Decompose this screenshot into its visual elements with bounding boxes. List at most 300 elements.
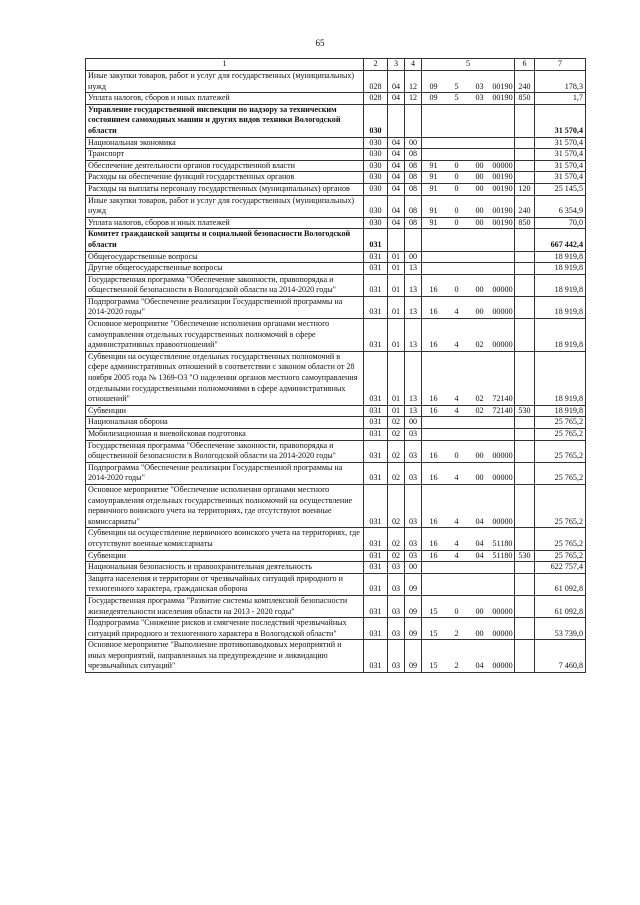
row-subsection-code: 13 <box>405 405 422 417</box>
target-article-part: 09 <box>429 93 438 103</box>
target-article-part: 51180 <box>492 538 513 548</box>
row-amount: 61 092,8 <box>535 595 586 617</box>
header-col-7: 7 <box>535 59 586 71</box>
target-article-part: 03 <box>475 81 484 91</box>
row-expense-type <box>515 484 535 527</box>
target-article-parts <box>422 551 514 562</box>
row-subsection-code: 03 <box>405 484 422 527</box>
row-subsection-code: 12 <box>405 71 422 93</box>
row-subsection-code: 03 <box>405 528 422 550</box>
row-name: Комитет гражданской защиты и социальной безопасности Вологодской области <box>86 229 364 251</box>
row-target-article <box>422 263 515 275</box>
target-article-part: 0 <box>454 160 459 170</box>
row-name: Государственная программа "Обеспечение законности, правопорядка и общественной безопасности в Вологодской области на 2014-2020 годы" <box>86 274 364 296</box>
row-target-article <box>422 417 515 429</box>
table-row <box>86 405 586 417</box>
target-article-part: 00 <box>475 172 484 182</box>
row-name: Иные закупки товаров, работ и услуг для государственных (муниципальных) нужд <box>86 195 364 217</box>
row-target-article <box>422 595 515 617</box>
target-article-part: 15 <box>429 606 438 616</box>
target-article-part: 0 <box>454 206 459 216</box>
target-article-parts <box>422 340 514 351</box>
row-amount: 25 765,2 <box>535 550 586 562</box>
target-article-part: 00190 <box>492 81 513 91</box>
row-subsection-code: 00 <box>405 417 422 429</box>
target-article-parts <box>422 206 514 217</box>
row-expense-type: 530 <box>515 405 535 417</box>
row-subsection-code: 09 <box>405 618 422 640</box>
row-ministry-code: 031 <box>364 550 388 562</box>
target-article-part: 91 <box>429 172 438 182</box>
row-name: Защита населения и территории от чрезвычайных ситуаций природного и техногенного характера, гражданская оборона <box>86 573 364 595</box>
target-article-part: 16 <box>429 285 438 295</box>
target-article-parts <box>422 451 514 462</box>
row-subsection-code: 03 <box>405 429 422 441</box>
target-article-part: 04 <box>475 538 484 548</box>
table-row <box>86 462 586 484</box>
row-target-article <box>422 351 515 405</box>
target-article-part: 00000 <box>492 473 513 483</box>
row-expense-type <box>515 573 535 595</box>
target-article-part: 4 <box>454 405 459 415</box>
target-article-parts <box>422 517 514 528</box>
row-amount: 31 570,4 <box>535 172 586 184</box>
row-section-code: 03 <box>388 595 405 617</box>
row-expense-type <box>515 229 535 251</box>
table-row <box>86 229 586 251</box>
row-section-code: 03 <box>388 562 405 574</box>
target-article-part: 16 <box>429 473 438 483</box>
target-article-part: 15 <box>429 661 438 671</box>
row-name: Субвенции на осуществление отдельных государственных полномочий в сфере административных отношений в соответствии с законом области от 28 ноября 2005 года № 1369-ОЗ "О наделении органов местного самоуправления отдельными государственными полномочиями в сфере административных отношений" <box>86 351 364 405</box>
row-subsection-code <box>405 104 422 137</box>
target-article-parts <box>422 661 514 672</box>
row-ministry-code: 031 <box>364 417 388 429</box>
row-expense-type: 850 <box>515 93 535 105</box>
table-row <box>86 417 586 429</box>
row-section-code: 01 <box>388 405 405 417</box>
row-section-code: 04 <box>388 160 405 172</box>
row-name: Подпрограмма "Обеспечение реализации Государственной программы на 2014-2020 годы" <box>86 462 364 484</box>
target-article-part: 4 <box>454 550 459 560</box>
row-subsection-code: 13 <box>405 319 422 352</box>
row-ministry-code: 030 <box>364 149 388 161</box>
row-target-article <box>422 183 515 195</box>
row-target-article <box>422 137 515 149</box>
row-ministry-code: 031 <box>364 405 388 417</box>
table-row <box>86 618 586 640</box>
row-section-code: 02 <box>388 484 405 527</box>
row-ministry-code: 030 <box>364 160 388 172</box>
table-row <box>86 104 586 137</box>
row-target-article <box>422 251 515 263</box>
row-ministry-code: 031 <box>364 440 388 462</box>
row-ministry-code: 030 <box>364 195 388 217</box>
row-name: Подпрограмма "Снижение рисков и смягчение последствий чрезвычайных ситуаций природного и техногенного характера в Вологодской области" <box>86 618 364 640</box>
row-name: Субвенции <box>86 405 364 417</box>
target-article-part: 16 <box>429 405 438 415</box>
target-article-part: 16 <box>429 451 438 461</box>
row-name: Государственная программа "Обеспечение законности, правопорядка и общественной безопасности в Вологодской области на 2014-2020 годы" <box>86 440 364 462</box>
row-subsection-code: 09 <box>405 595 422 617</box>
table-row <box>86 274 586 296</box>
target-article-part: 00 <box>475 217 484 227</box>
table-row <box>86 296 586 318</box>
target-article-part: 00 <box>475 183 484 193</box>
target-article-part: 0 <box>454 217 459 227</box>
header-col-6: 6 <box>515 59 535 71</box>
target-article-part: 04 <box>475 516 484 526</box>
row-section-code: 04 <box>388 195 405 217</box>
row-section-code: 02 <box>388 417 405 429</box>
target-article-parts <box>422 184 514 195</box>
target-article-part: 4 <box>454 538 459 548</box>
row-amount: 25 765,2 <box>535 462 586 484</box>
table-row <box>86 429 586 441</box>
row-expense-type <box>515 319 535 352</box>
target-article-part: 16 <box>429 340 438 350</box>
row-section-code: 02 <box>388 429 405 441</box>
row-target-article <box>422 229 515 251</box>
row-name: Национальная экономика <box>86 137 364 149</box>
row-expense-type <box>515 160 535 172</box>
table-row <box>86 351 586 405</box>
row-amount: 70,0 <box>535 217 586 229</box>
row-expense-type <box>515 562 535 574</box>
row-name: Субвенции на осуществление первичного воинского учета на территориях, где отсутствуют военные комиссариаты <box>86 528 364 550</box>
row-subsection-code: 03 <box>405 462 422 484</box>
row-section-code: 01 <box>388 274 405 296</box>
row-section-code: 04 <box>388 149 405 161</box>
row-subsection-code <box>405 229 422 251</box>
row-target-article <box>422 550 515 562</box>
row-subsection-code: 13 <box>405 274 422 296</box>
row-name: Уплата налогов, сборов и иных платежей <box>86 217 364 229</box>
row-target-article <box>422 462 515 484</box>
target-article-part: 16 <box>429 394 438 404</box>
table-row <box>86 263 586 275</box>
row-expense-type <box>515 417 535 429</box>
target-article-part: 00190 <box>492 217 513 227</box>
row-section-code <box>388 229 405 251</box>
row-section-code: 01 <box>388 296 405 318</box>
row-section-code: 01 <box>388 351 405 405</box>
row-target-article <box>422 562 515 574</box>
target-article-part: 16 <box>429 516 438 526</box>
row-target-article <box>422 71 515 93</box>
row-name: Национальная безопасность и правоохранительная деятельность <box>86 562 364 574</box>
row-ministry-code: 031 <box>364 229 388 251</box>
target-article-part: 00 <box>475 606 484 616</box>
target-article-parts <box>422 539 514 550</box>
target-article-part: 91 <box>429 160 438 170</box>
row-ministry-code: 031 <box>364 296 388 318</box>
table-row <box>86 137 586 149</box>
target-article-part: 00190 <box>492 172 513 182</box>
target-article-part: 0 <box>454 606 459 616</box>
row-target-article <box>422 484 515 527</box>
row-subsection-code: 08 <box>405 160 422 172</box>
target-article-part: 00000 <box>492 307 513 317</box>
row-expense-type: 530 <box>515 550 535 562</box>
row-ministry-code: 031 <box>364 640 388 673</box>
row-amount: 25 765,2 <box>535 440 586 462</box>
row-subsection-code: 13 <box>405 263 422 275</box>
row-section-code: 03 <box>388 618 405 640</box>
target-article-part: 0 <box>454 172 459 182</box>
row-name: Другие общегосударственные вопросы <box>86 263 364 275</box>
row-ministry-code: 031 <box>364 319 388 352</box>
row-expense-type: 240 <box>515 71 535 93</box>
row-name: Национальная оборона <box>86 417 364 429</box>
target-article-part: 00000 <box>492 285 513 295</box>
table-body <box>86 71 586 673</box>
target-article-part: 5 <box>454 81 459 91</box>
target-article-part: 16 <box>429 550 438 560</box>
row-name: Иные закупки товаров, работ и услуг для государственных (муниципальных) нужд <box>86 71 364 93</box>
row-name: Подпрограмма "Обеспечение реализации Государственной программы на 2014-2020 годы" <box>86 296 364 318</box>
table-row <box>86 172 586 184</box>
row-subsection-code: 08 <box>405 149 422 161</box>
target-article-part: 72140 <box>492 405 513 415</box>
target-article-parts <box>422 285 514 296</box>
row-section-code: 02 <box>388 440 405 462</box>
row-amount: 31 570,4 <box>535 104 586 137</box>
row-target-article <box>422 104 515 137</box>
row-expense-type <box>515 595 535 617</box>
header-col-1: 1 <box>86 59 364 71</box>
target-article-part: 00000 <box>492 606 513 616</box>
target-article-part: 51180 <box>492 550 513 560</box>
table-row <box>86 149 586 161</box>
row-target-article <box>422 573 515 595</box>
row-amount: 31 570,4 <box>535 137 586 149</box>
row-expense-type <box>515 640 535 673</box>
row-ministry-code: 031 <box>364 274 388 296</box>
row-target-article <box>422 319 515 352</box>
row-ministry-code: 031 <box>364 573 388 595</box>
target-article-part: 00 <box>475 285 484 295</box>
row-section-code: 01 <box>388 251 405 263</box>
target-article-part: 00190 <box>492 206 513 216</box>
target-article-part: 00000 <box>492 516 513 526</box>
row-ministry-code: 031 <box>364 595 388 617</box>
row-section-code: 04 <box>388 137 405 149</box>
row-section-code: 03 <box>388 573 405 595</box>
row-expense-type <box>515 618 535 640</box>
row-expense-type <box>515 274 535 296</box>
target-article-part: 0 <box>454 183 459 193</box>
row-expense-type <box>515 251 535 263</box>
target-article-part: 00 <box>475 160 484 170</box>
row-expense-type: 240 <box>515 195 535 217</box>
row-section-code: 04 <box>388 217 405 229</box>
row-name: Расходы на обеспечение функций государственных органов <box>86 172 364 184</box>
row-section-code: 01 <box>388 263 405 275</box>
page-number: 65 <box>315 38 325 48</box>
row-subsection-code: 13 <box>405 296 422 318</box>
target-article-part: 03 <box>475 93 484 103</box>
table-row <box>86 640 586 673</box>
table-row <box>86 319 586 352</box>
row-amount: 25 765,2 <box>535 528 586 550</box>
row-amount: 7 460,8 <box>535 640 586 673</box>
row-ministry-code: 030 <box>364 104 388 137</box>
row-ministry-code: 031 <box>364 562 388 574</box>
row-amount: 25 145,5 <box>535 183 586 195</box>
row-target-article <box>422 149 515 161</box>
row-name: Основное мероприятие "Обеспечение исполнения органами местного самоуправления отдельных государственных полномочий на осуществление первичного воинского учета на территориях, где отсутствуют военные комиссариаты" <box>86 484 364 527</box>
row-name: Управление государственной инспекции по надзору за техническим состоянием самоходных машин и других видов техники Вологодской области <box>86 104 364 137</box>
row-name: Обеспечение деятельности органов государственной власти <box>86 160 364 172</box>
target-article-part: 4 <box>454 516 459 526</box>
target-article-part: 02 <box>475 394 484 404</box>
row-expense-type <box>515 351 535 405</box>
table-row <box>86 93 586 105</box>
target-article-part: 16 <box>429 538 438 548</box>
target-article-part: 4 <box>454 473 459 483</box>
row-name: Уплата налогов, сборов и иных платежей <box>86 93 364 105</box>
target-article-part: 00 <box>475 628 484 638</box>
row-amount: 18 919,8 <box>535 263 586 275</box>
row-amount: 61 092,8 <box>535 573 586 595</box>
row-section-code: 01 <box>388 319 405 352</box>
row-ministry-code: 031 <box>364 429 388 441</box>
row-expense-type: 120 <box>515 183 535 195</box>
row-amount: 25 765,2 <box>535 484 586 527</box>
table-row <box>86 217 586 229</box>
row-ministry-code: 031 <box>364 263 388 275</box>
target-article-part: 16 <box>429 307 438 317</box>
row-amount: 18 919,8 <box>535 351 586 405</box>
row-expense-type <box>515 104 535 137</box>
table-row <box>86 71 586 93</box>
row-name: Мобилизационная и вневойсковая подготовка <box>86 429 364 441</box>
target-article-parts <box>422 473 514 484</box>
target-article-part: 00190 <box>492 183 513 193</box>
target-article-part: 91 <box>429 183 438 193</box>
table-row <box>86 573 586 595</box>
row-target-article <box>422 640 515 673</box>
row-ministry-code: 028 <box>364 71 388 93</box>
row-amount: 25 765,2 <box>535 429 586 441</box>
row-section-code: 02 <box>388 550 405 562</box>
target-article-part: 2 <box>454 661 459 671</box>
row-ministry-code: 028 <box>364 93 388 105</box>
row-target-article <box>422 274 515 296</box>
row-section-code: 04 <box>388 93 405 105</box>
target-article-part: 00000 <box>492 160 513 170</box>
row-ministry-code: 030 <box>364 183 388 195</box>
target-article-part: 04 <box>475 661 484 671</box>
row-ministry-code: 030 <box>364 172 388 184</box>
row-subsection-code: 03 <box>405 440 422 462</box>
target-article-part: 04 <box>475 550 484 560</box>
row-subsection-code: 08 <box>405 217 422 229</box>
target-article-parts <box>422 629 514 640</box>
target-article-part: 00000 <box>492 661 513 671</box>
table-row <box>86 595 586 617</box>
row-section-code: 02 <box>388 462 405 484</box>
row-amount: 31 570,4 <box>535 160 586 172</box>
row-ministry-code: 030 <box>364 137 388 149</box>
row-target-article <box>422 296 515 318</box>
row-amount: 18 919,8 <box>535 319 586 352</box>
row-subsection-code: 00 <box>405 251 422 263</box>
target-article-parts <box>422 406 514 417</box>
row-subsection-code: 09 <box>405 573 422 595</box>
row-section-code: 02 <box>388 528 405 550</box>
row-amount: 25 765,2 <box>535 417 586 429</box>
row-target-article <box>422 195 515 217</box>
row-subsection-code: 12 <box>405 93 422 105</box>
target-article-part: 00 <box>475 206 484 216</box>
row-amount: 18 919,8 <box>535 251 586 263</box>
table-row <box>86 440 586 462</box>
row-subsection-code: 00 <box>405 137 422 149</box>
row-ministry-code: 031 <box>364 528 388 550</box>
row-expense-type <box>515 172 535 184</box>
row-expense-type <box>515 137 535 149</box>
row-amount: 178,3 <box>535 71 586 93</box>
row-name: Субвенции <box>86 550 364 562</box>
row-target-article <box>422 160 515 172</box>
table-row <box>86 528 586 550</box>
row-section-code: 03 <box>388 640 405 673</box>
row-subsection-code: 09 <box>405 640 422 673</box>
row-amount: 667 442,4 <box>535 229 586 251</box>
row-section-code <box>388 104 405 137</box>
row-amount: 31 570,4 <box>535 149 586 161</box>
target-article-part: 09 <box>429 81 438 91</box>
target-article-part: 0 <box>454 285 459 295</box>
budget-table <box>85 58 586 673</box>
row-name: Общегосударственные вопросы <box>86 251 364 263</box>
target-article-part: 4 <box>454 340 459 350</box>
header-col-2: 2 <box>364 59 388 71</box>
row-ministry-code: 031 <box>364 618 388 640</box>
row-expense-type: 850 <box>515 217 535 229</box>
target-article-parts <box>422 172 514 183</box>
row-subsection-code: 13 <box>405 351 422 405</box>
table-row <box>86 562 586 574</box>
header-col-5: 5 <box>422 59 515 71</box>
target-article-part: 2 <box>454 628 459 638</box>
row-amount: 53 739,0 <box>535 618 586 640</box>
table-row <box>86 484 586 527</box>
target-article-part: 00190 <box>492 93 513 103</box>
target-article-part: 00000 <box>492 628 513 638</box>
row-amount: 18 919,8 <box>535 405 586 417</box>
row-name: Основное мероприятие "Обеспечение исполнения органами местного самоуправления отдельных государственных полномочий в сфере административных правоотношений" <box>86 319 364 352</box>
target-article-part: 00 <box>475 473 484 483</box>
target-article-part: 02 <box>475 340 484 350</box>
row-expense-type <box>515 528 535 550</box>
row-subsection-code: 08 <box>405 172 422 184</box>
row-amount: 622 757,4 <box>535 562 586 574</box>
target-article-part: 0 <box>454 451 459 461</box>
target-article-part: 00000 <box>492 451 513 461</box>
row-subsection-code: 08 <box>405 195 422 217</box>
target-article-part: 00 <box>475 451 484 461</box>
row-target-article <box>422 440 515 462</box>
row-expense-type <box>515 462 535 484</box>
target-article-part: 15 <box>429 628 438 638</box>
row-expense-type <box>515 263 535 275</box>
target-article-part: 5 <box>454 93 459 103</box>
target-article-part: 91 <box>429 217 438 227</box>
row-target-article <box>422 172 515 184</box>
